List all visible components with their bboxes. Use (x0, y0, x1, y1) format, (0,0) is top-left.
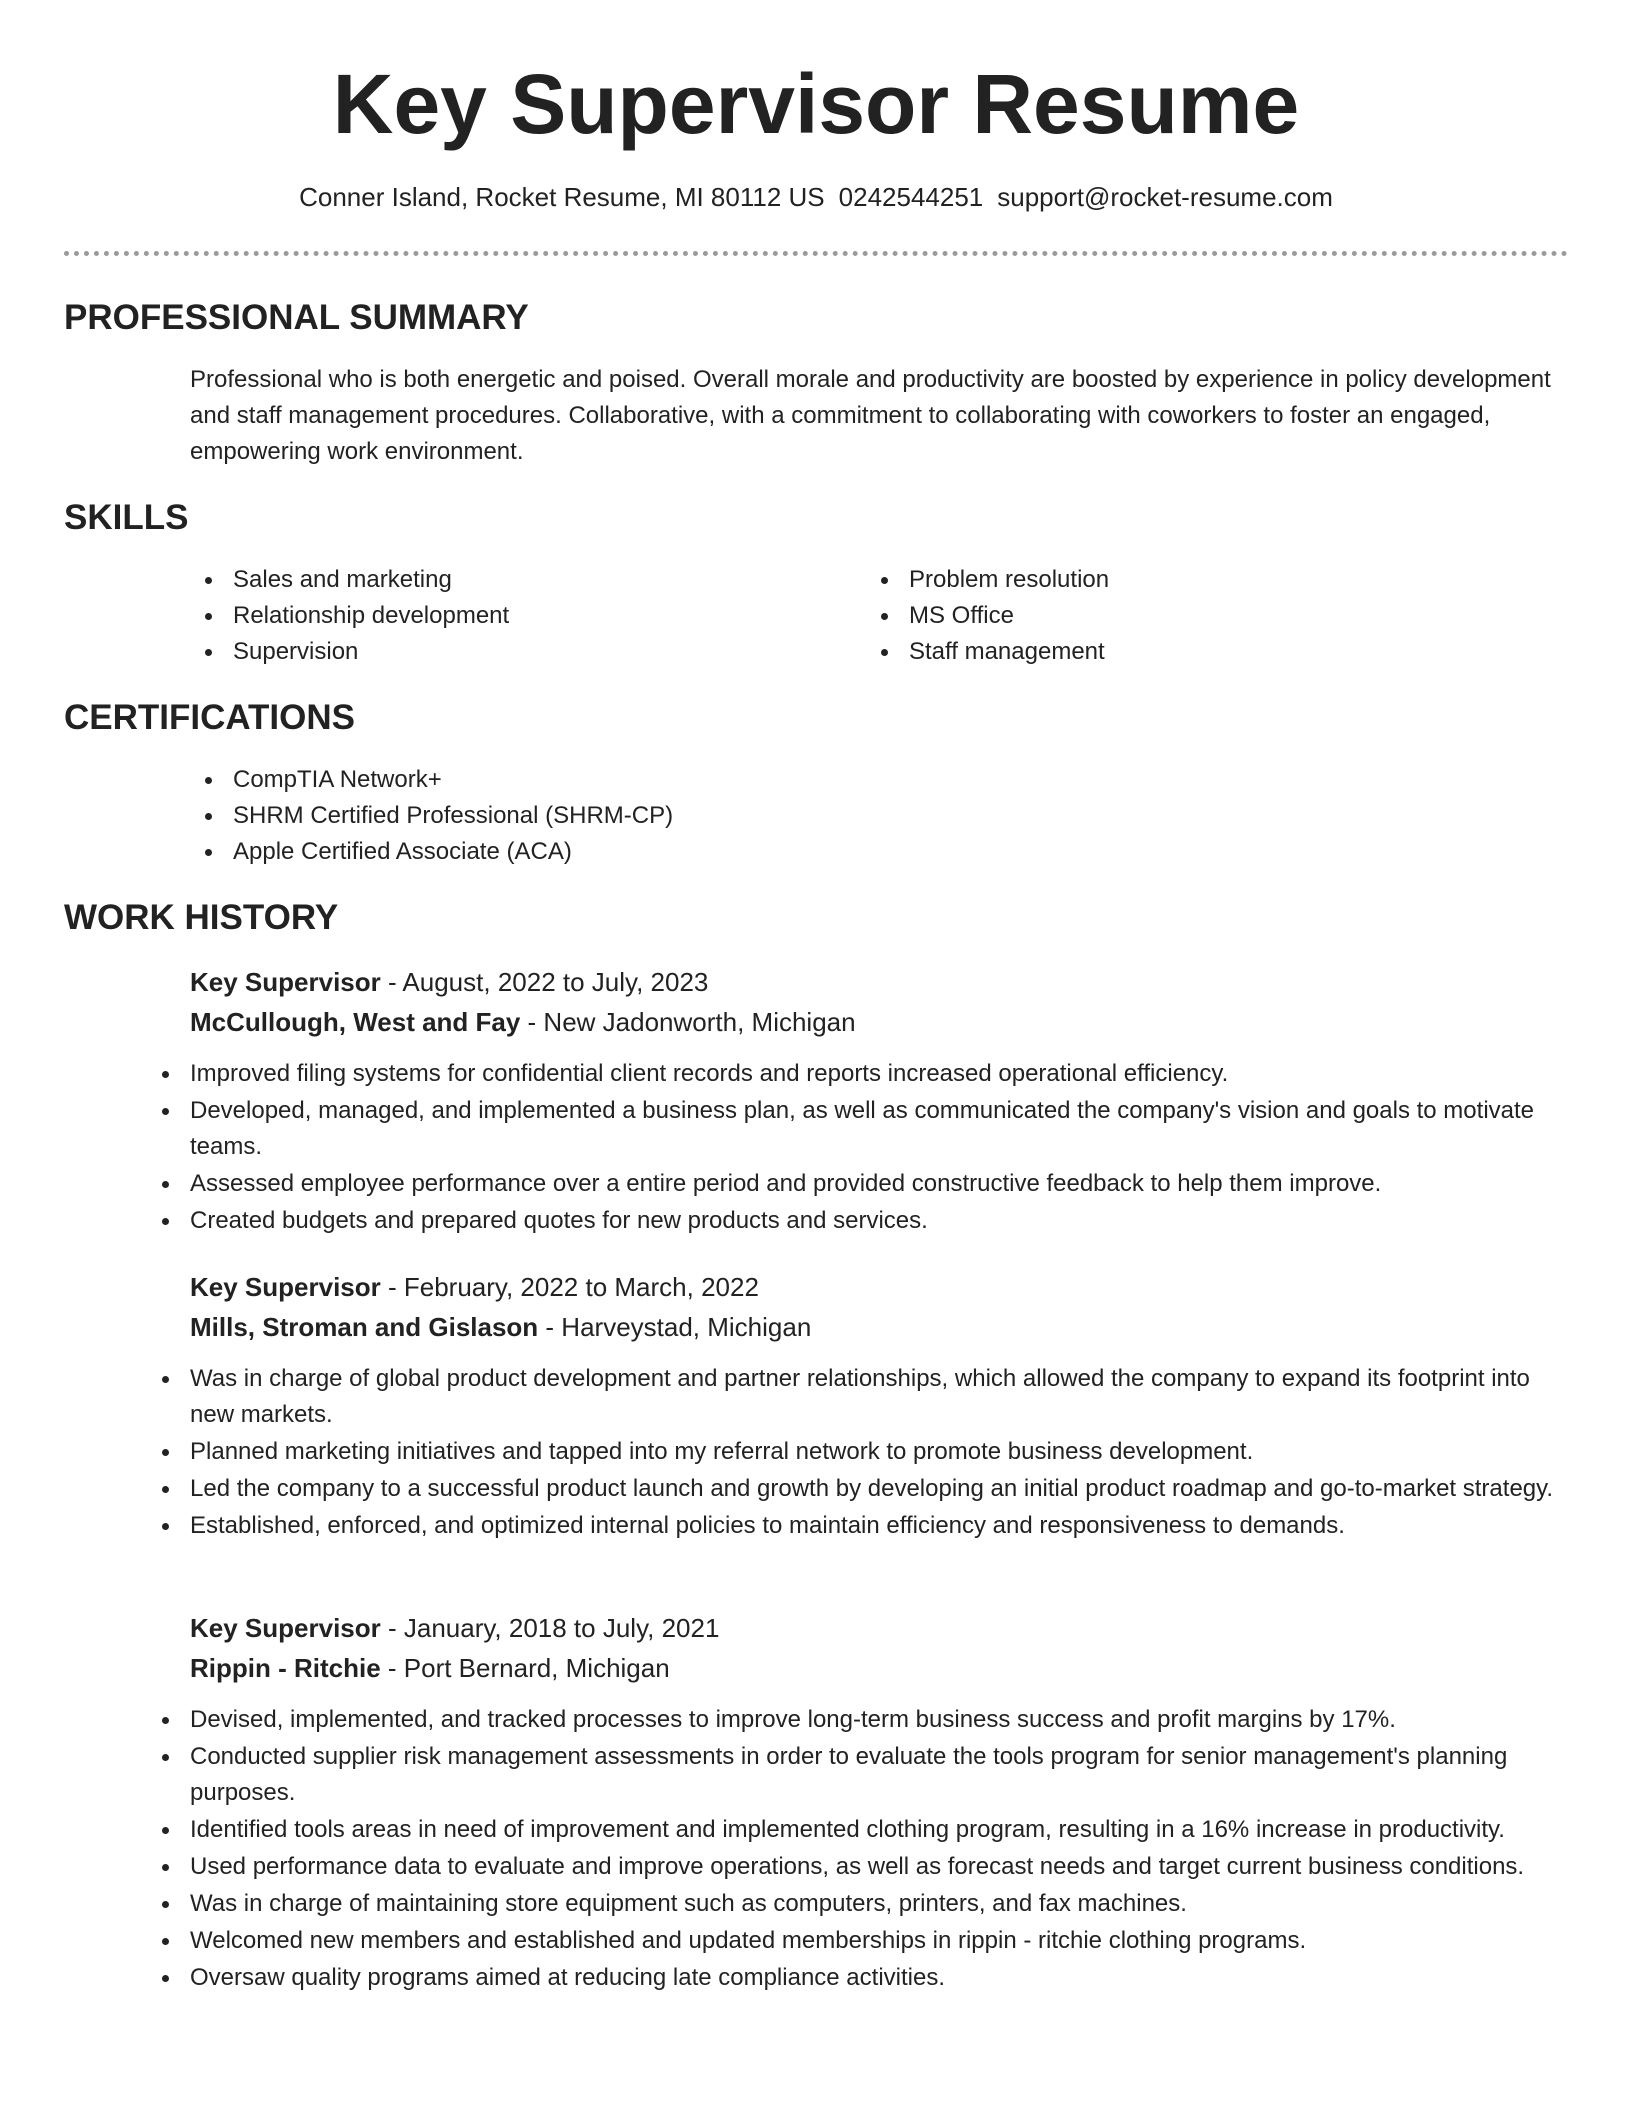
summary-section (64, 298, 1568, 338)
contact-email[interactable]: support@rocket-resume.com (997, 182, 1333, 212)
job-duty: Assessed employee performance over a entire period and provided constructive feedback to help them improve. (147, 1166, 1570, 1202)
job-duties-list (147, 1361, 1570, 1544)
work-history-section (64, 898, 1568, 938)
summary-heading: PROFESSIONAL SUMMARY (64, 298, 529, 337)
certifications-section (64, 698, 1568, 738)
job-company: Mills, Stroman and Gislason (190, 1312, 539, 1342)
skills-left-column (190, 562, 790, 670)
certifications-block (190, 762, 1490, 870)
skills-list-right (866, 562, 1466, 670)
job-company: McCullough, West and Fay (190, 1007, 521, 1037)
job-dates: - August, 2022 to July, 2023 (380, 967, 709, 997)
job-entry (190, 1267, 1570, 1545)
skills-right-column (866, 562, 1466, 670)
job-title-line (190, 1608, 1570, 1648)
job-title-line (190, 962, 1570, 1002)
skill-item: Relationship development (190, 598, 790, 634)
job-title: Key Supervisor (190, 967, 381, 997)
job-duty: Oversaw quality programs aimed at reducing late compliance activities. (147, 1960, 1570, 1996)
job-company-line (190, 1307, 1570, 1347)
job-title: Key Supervisor (190, 1613, 381, 1643)
work-history-heading: WORK HISTORY (64, 898, 339, 937)
job-location: - Harveystad, Michigan (538, 1312, 812, 1342)
job-duties-list (147, 1056, 1570, 1239)
job-company-line (190, 1002, 1570, 1042)
resume-title: Key Supervisor Resume (332, 57, 1300, 151)
skill-item: Problem resolution (866, 562, 1466, 598)
skills-heading: SKILLS (64, 498, 189, 537)
skill-item: Sales and marketing (190, 562, 790, 598)
job-company: Rippin - Ritchie (190, 1653, 381, 1683)
contact-line (0, 182, 1632, 213)
certification-item: SHRM Certified Professional (SHRM-CP) (190, 798, 1490, 834)
job-location: - New Jadonworth, Michigan (520, 1007, 856, 1037)
skill-item: MS Office (866, 598, 1466, 634)
job-entry (190, 1608, 1570, 1997)
job-duty: Conducted supplier risk management assessments in order to evaluate the tools program for senior management's planning purposes. (147, 1739, 1570, 1811)
job-duty: Was in charge of global product development and partner relationships, which allowed the company to expand its footprint into new markets. (147, 1361, 1570, 1433)
certification-item: Apple Certified Associate (ACA) (190, 834, 1490, 870)
contact-address: Conner Island, Rocket Resume, MI 80112 US (299, 182, 825, 212)
job-title-line (190, 1267, 1570, 1307)
skill-item: Supervision (190, 634, 790, 670)
certifications-heading: CERTIFICATIONS (64, 698, 356, 737)
header-divider (64, 251, 1568, 256)
job-duty: Was in charge of maintaining store equipment such as computers, printers, and fax machines. (147, 1886, 1570, 1922)
skill-item: Staff management (866, 634, 1466, 670)
job-duty: Welcomed new members and established and updated memberships in rippin - ritchie clothing programs. (147, 1923, 1570, 1959)
job-location: - Port Bernard, Michigan (380, 1653, 670, 1683)
summary-text: Professional who is both energetic and poised. Overall morale and productivity are boosted by experience in policy development and staff management procedures. Collaborative, with a commitment to collaborating with coworkers to foster an engaged, empowering work environment. (190, 366, 1551, 465)
job-duties-list (147, 1702, 1570, 1996)
job-title: Key Supervisor (190, 1272, 381, 1302)
job-duty: Created budgets and prepared quotes for new products and services. (147, 1203, 1570, 1239)
skills-section (64, 498, 1568, 538)
skills-list-left (190, 562, 790, 670)
job-entry (190, 962, 1570, 1240)
contact-phone: 0242544251 (838, 182, 984, 212)
job-company-line (190, 1648, 1570, 1688)
job-duty: Established, enforced, and optimized internal policies to maintain efficiency and responsiveness to demands. (147, 1508, 1570, 1544)
certifications-list (190, 762, 1490, 870)
job-duty: Improved filing systems for confidential client records and reports increased operational efficiency. (147, 1056, 1570, 1092)
job-duty: Developed, managed, and implemented a business plan, as well as communicated the company's vision and goals to motivate teams. (147, 1093, 1570, 1165)
job-dates: - January, 2018 to July, 2021 (380, 1613, 720, 1643)
job-duty: Planned marketing initiatives and tapped into my referral network to promote business development. (147, 1434, 1570, 1470)
job-duty: Devised, implemented, and tracked processes to improve long-term business success and profit margins by 17%. (147, 1702, 1570, 1738)
job-duty: Identified tools areas in need of improvement and implemented clothing program, resulting in a 16% increase in productivity. (147, 1812, 1570, 1848)
job-duty: Used performance data to evaluate and improve operations, as well as forecast needs and target current business conditions. (147, 1849, 1570, 1885)
job-dates: - February, 2022 to March, 2022 (380, 1272, 759, 1302)
job-duty: Led the company to a successful product launch and growth by developing an initial product roadmap and go-to-market strategy. (147, 1471, 1570, 1507)
certification-item: CompTIA Network+ (190, 762, 1490, 798)
